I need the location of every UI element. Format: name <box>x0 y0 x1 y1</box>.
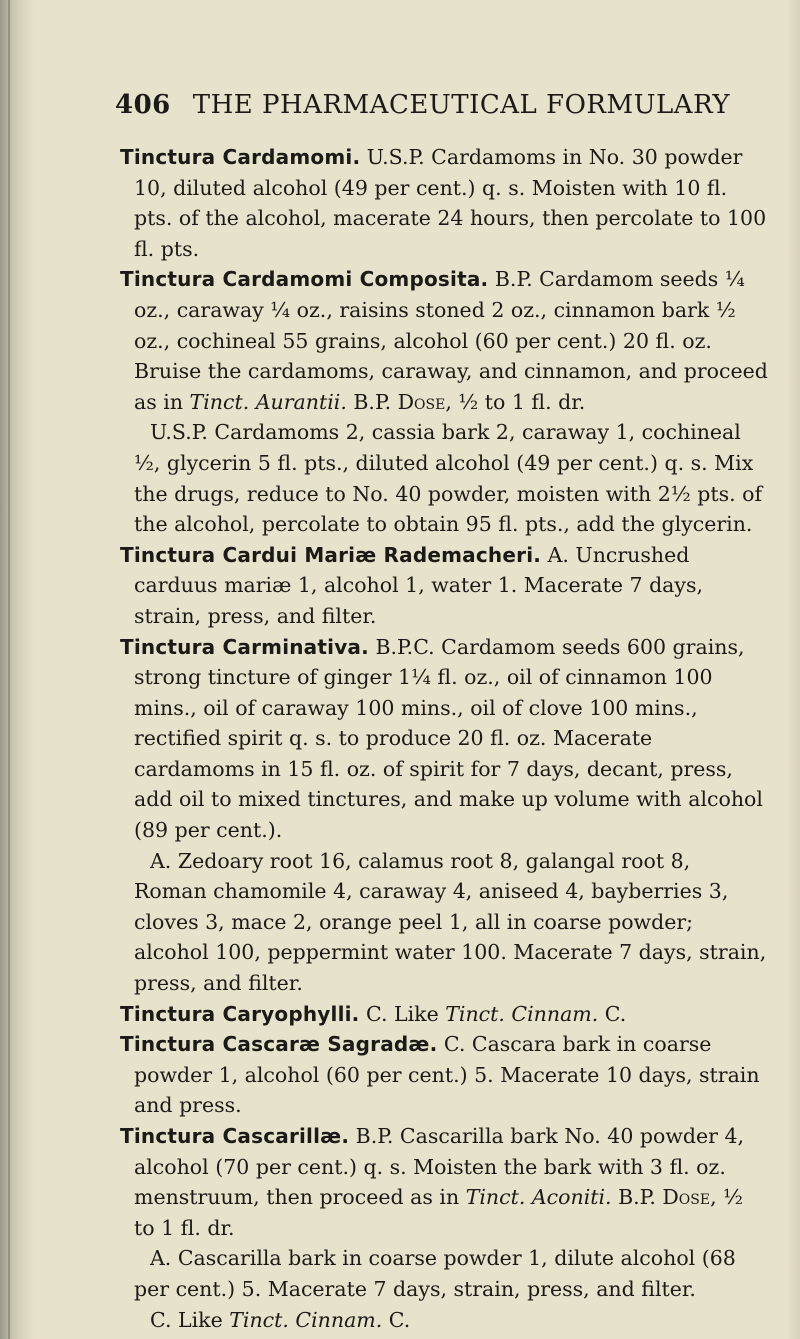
running-header <box>115 88 775 122</box>
entry-title: Tinctura Caryophylli. <box>120 1001 360 1026</box>
entry-variant-a: A. Zedoary root 16, calamus root 8, galangal root 8, Roman chamomile 4, caraway 4, aniseed 4, bayberries 3, cloves 3, mace 2, orange peel 1, all in coarse powder; alcohol 100, peppermint water 100. Macerate 7 days, strain, press, and filter. <box>134 848 767 996</box>
dose-label: Dose, <box>662 1185 717 1210</box>
entry-text: ½ to 1 fl. dr. <box>134 1185 743 1240</box>
entry-text: B.P. Cascarilla bark No. 40 powder 4, alcohol (70 per cent.) q. s. Moisten the bark with 3 fl. oz. menstruum, then proceed as in <box>134 1124 745 1210</box>
page-number: 406 <box>115 90 171 120</box>
book-spine-shadow <box>0 0 36 1339</box>
dose-label: Dose, <box>397 389 452 414</box>
entry-title: Tinctura Cardamomi. <box>120 145 361 169</box>
entry-variant-c <box>120 1305 768 1336</box>
entry-text: C. <box>382 1307 411 1332</box>
entry-title: Tinctura Cascaræ Sagradæ. <box>120 1032 438 1057</box>
entry-text: C. <box>598 1001 627 1026</box>
entry-title: Tinctura Carminativa. <box>120 634 369 659</box>
entry-title: Tinctura Cascarillæ. <box>120 1124 350 1148</box>
cross-reference: Tinct. Cinnam. <box>229 1307 383 1332</box>
entry-text: B.P. Cardamom seeds ¼ oz., caraway ¼ oz., raisins stoned 2 oz., cinnamon bark ½ oz., cochineal 55 grains, alcohol (60 per cent.) 20 fl. oz. Bruise the cardamoms, caraway, and cinnamon, and proceed as in <box>134 267 768 414</box>
entry-text: C. Like <box>359 1001 446 1026</box>
running-head-title: THE PHARMACEUTICAL FORMULARY <box>192 90 731 120</box>
entry-title: Tinctura Cardui Mariæ Rademacheri. <box>120 542 542 567</box>
cross-reference: Tinct. Aconiti. <box>465 1185 612 1210</box>
entry-title: Tinctura Cardamomi Composita. <box>120 267 489 292</box>
cross-reference: Tinct. Aurantii. <box>189 389 347 414</box>
entry-usp-variant: U.S.P. Cardamoms 2, cassia bark 2, caraway 1, cochineal ½, glycerin 5 fl. pts., diluted alcohol (49 per cent.) q. s. Mix the drugs, reduce to No. 40 powder, moisten with 2½ pts. of the alcohol, percolate to obtain 95 fl. pts., add the glycerin. <box>134 420 763 537</box>
entry-tinctura-cascarae-sagradae <box>120 1029 768 1121</box>
entry-text: U.S.P. Cardamoms in No. 30 powder 10, diluted alcohol (49 per cent.) q. s. Moisten with 10 fl. pts. of the alcohol, macerate 24 hours, then percolate to 100 fl. pts. <box>134 145 767 261</box>
entry-tinctura-caryophylli <box>120 999 768 1030</box>
entry-text: A. Uncrushed carduus mariæ 1, alcohol 1, water 1. Macerate 7 days, strain, press, and filter. <box>134 542 704 628</box>
cross-reference: Tinct. Cinnam. <box>445 1001 599 1026</box>
entry-text: B.P.C. Cardamom seeds 600 grains, strong tincture of ginger 1¼ fl. oz., oil of cinnamon 100 mins., oil of caraway 100 mins., oil of clove 100 mins., rectified spirit q. s. to produce 20 fl. oz. Macerate cardamoms in 15 fl. oz. of spirit for 7 days, decant, press, add oil to mixed tinctures, and make up volume with alcohol (89 per cent.). <box>134 634 763 843</box>
entry-text: ½ to 1 fl. dr. <box>451 389 586 414</box>
page-body <box>120 142 768 1335</box>
page-edge <box>786 0 800 1339</box>
entry-text: C. Cascara bark in coarse powder 1, alcohol (60 per cent.) 5. Macerate 10 days, strain and press. <box>134 1032 760 1118</box>
entry-tinctura-cardamomi-composita <box>120 264 768 417</box>
entry-tinctura-cardamomi <box>120 142 768 264</box>
entry-text: B.P. <box>611 1185 663 1210</box>
entry-text: B.P. <box>346 389 398 414</box>
entry-variant-a: A. Cascarilla bark in coarse powder 1, dilute alcohol (68 per cent.) 5. Macerate 7 days, strain, press, and filter. <box>134 1246 736 1301</box>
entry-tinctura-carminativa <box>120 632 768 846</box>
entry-text: C. Like <box>150 1307 230 1332</box>
entry-tinctura-cascarillae <box>120 1121 768 1243</box>
entry-tinctura-cardui-mariae <box>120 540 768 632</box>
